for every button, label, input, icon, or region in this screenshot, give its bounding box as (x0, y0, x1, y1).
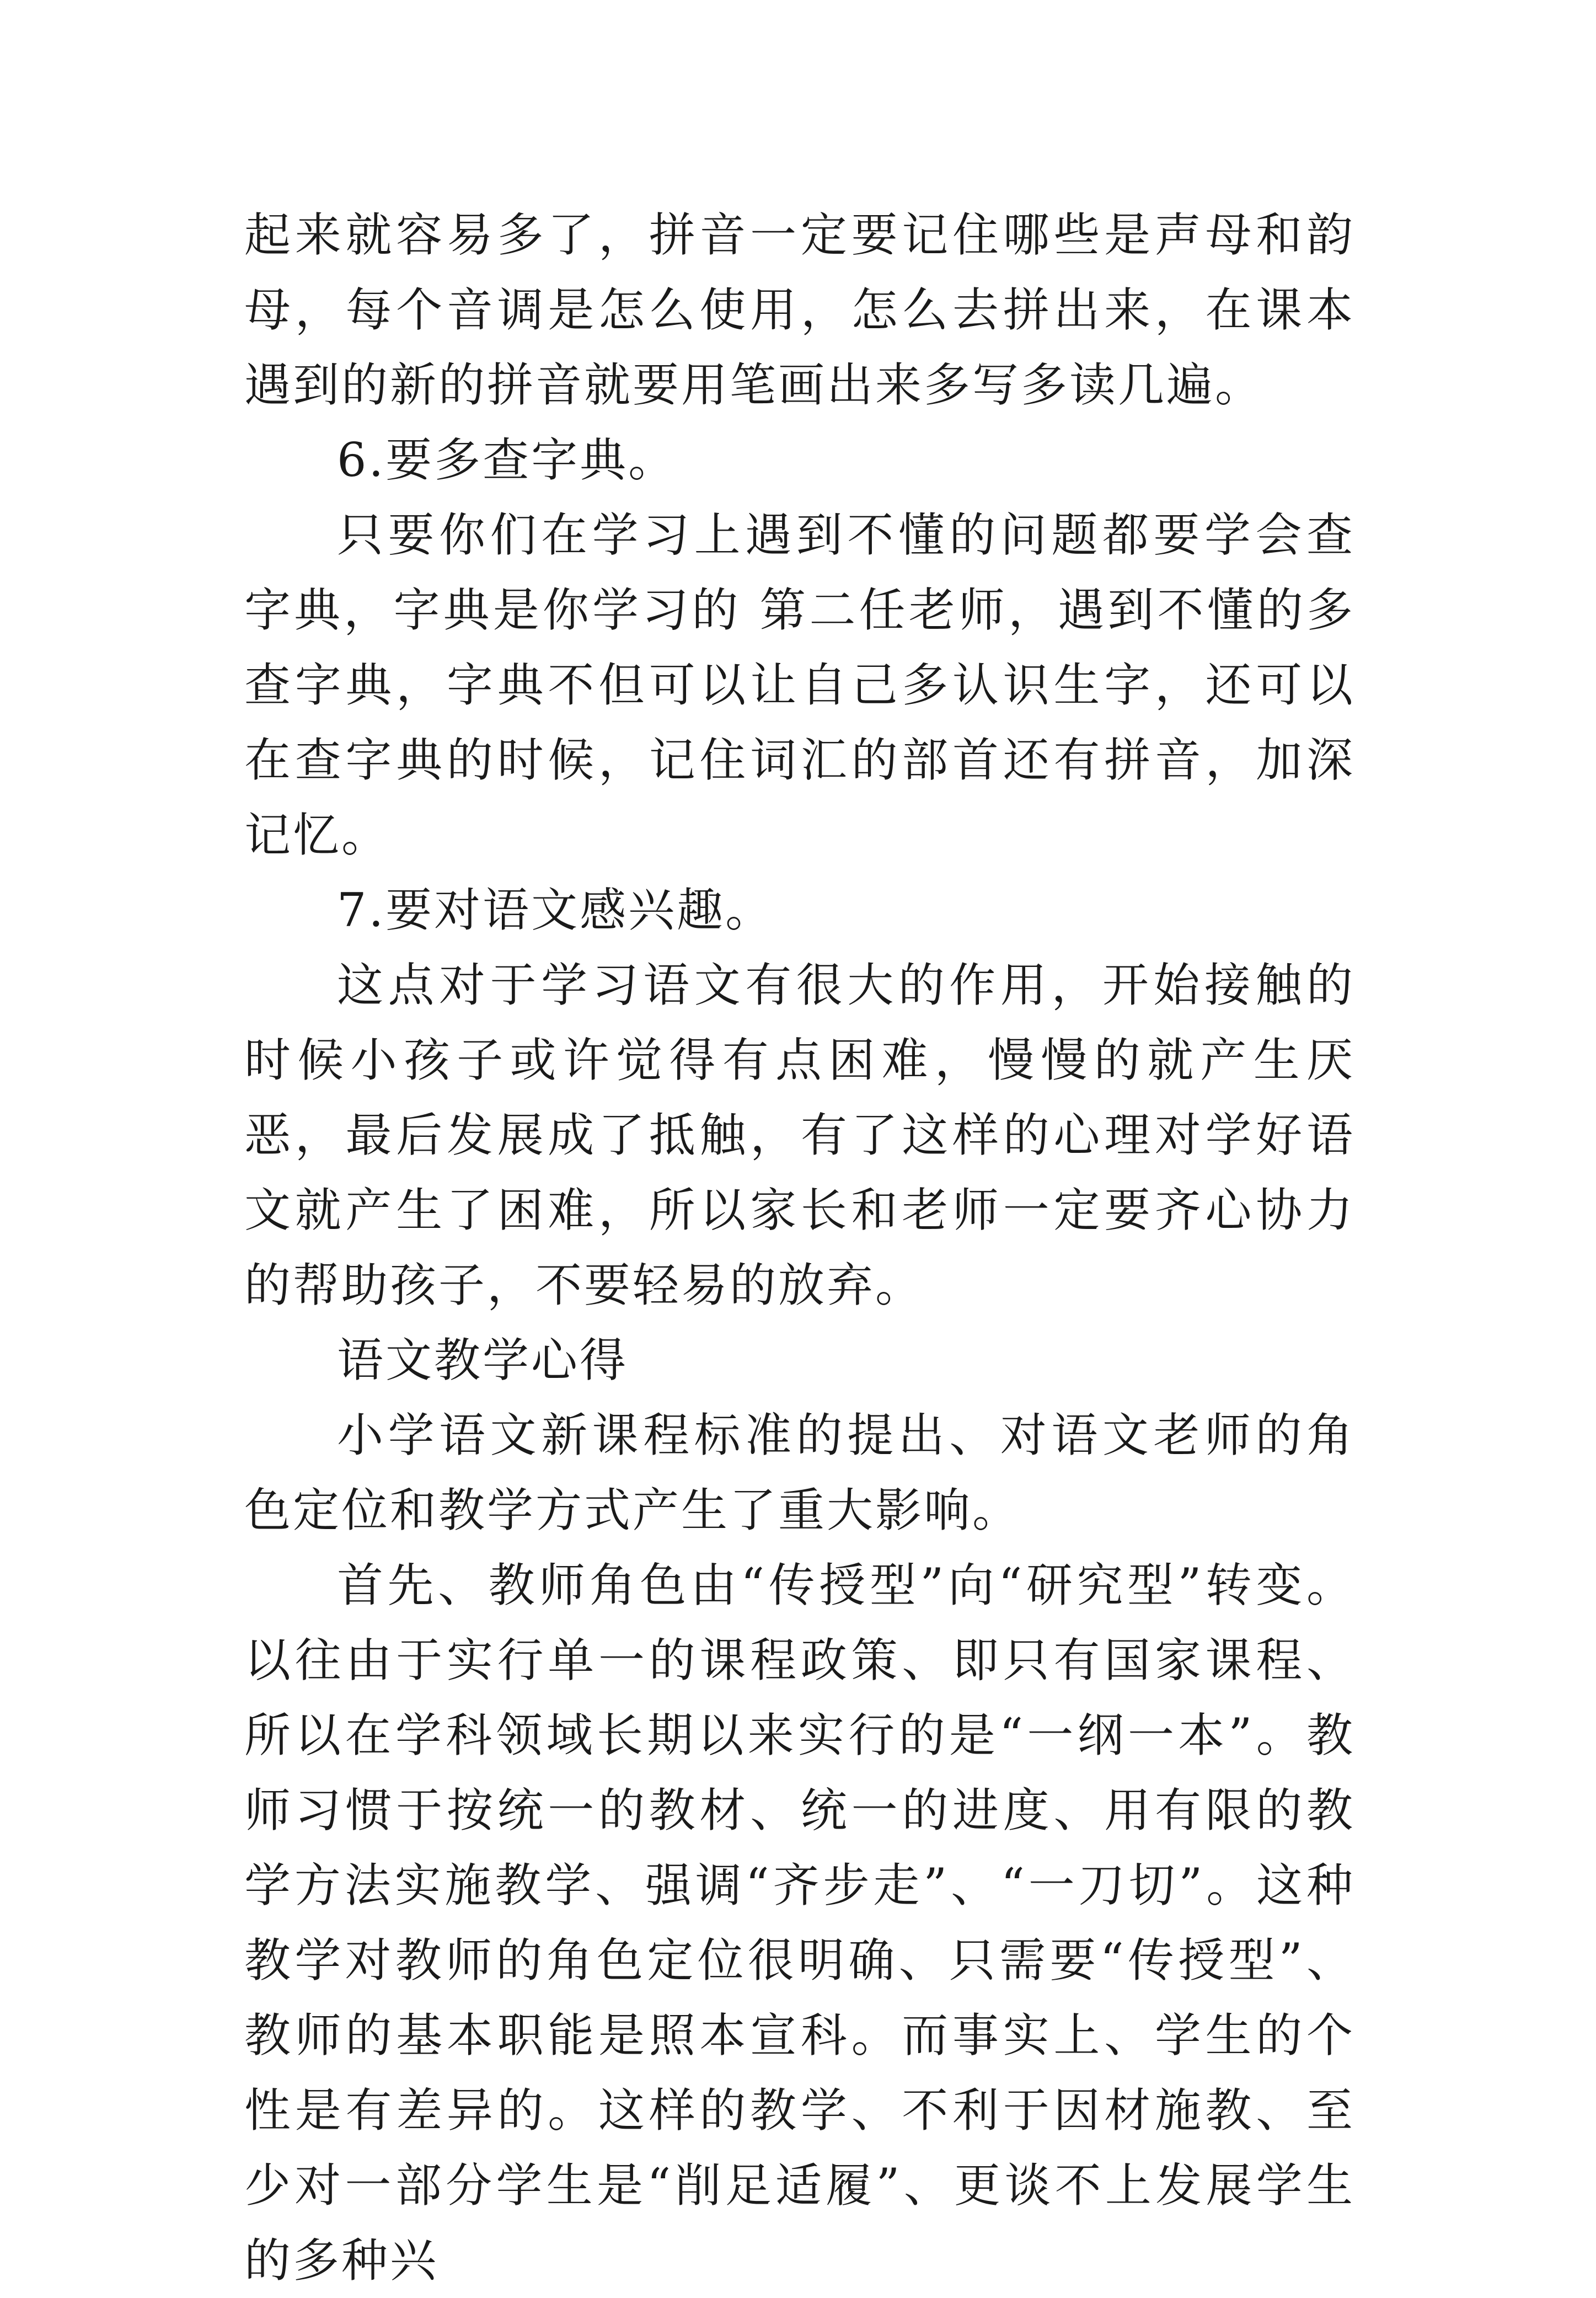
section-heading-7: 7.要对语文感兴趣。 (337, 883, 774, 937)
paragraph-standards: 小学语文新课程标准的提出、对语文老师的角色定位和教学方式产生了重大影响。 (244, 1408, 1355, 1537)
paragraph-interest: 这点对于学习语文有很大的作用，开始接触的时候小孩子或许觉得有点困难，慢慢的就产生厌恶，最后发展成了抵触，有了这样的心理对学好语文就产生了困难，所以家长和老师一定要齐心协力的帮助孩子，不要轻易的放弃。 (244, 958, 1355, 1312)
section-heading-teaching: 语文教学心得 (337, 1333, 629, 1387)
paragraph-continuation: 起来就容易多了，拼音一定要记住哪些是声母和韵母，每个音调是怎么使用，怎么去拼出来，在课本遇到的新的拼音就要用笔画出来多写多读几遍。 (244, 208, 1355, 412)
document-body (244, 197, 1355, 2298)
paragraph-teacher-role: 首先、教师角色由“传授型”向“研究型”转变。以往由于实行单一的课程政策、即只有国家课程、所以在学科领域长期以来实行的是“一纲一本”。教师习惯于按统一的教材、统一的进度、用有限的教学方法实施教学、强调“齐步走”、“一刀切”。这种教学对教师的角色定位很明确、只需要“传授型”、教师的基本职能是照本宣科。而事实上、学生的个性是有差异的。这样的教学、不利于因材施教、至少对一部分学生是“削足适履”、更谈不上发展学生的多种兴 (244, 1558, 1355, 2288)
section-heading-6: 6.要多查字典。 (337, 433, 677, 487)
paragraph-dictionary: 只要你们在学习上遇到不懂的问题都要学会查字典，字典是你学习的 第二任老师，遇到不懂的多查字典，字典不但可以让自己多认识生字，还可以在查字典的时候，记住词汇的部首还有拼音，加深记忆。 (244, 508, 1355, 862)
